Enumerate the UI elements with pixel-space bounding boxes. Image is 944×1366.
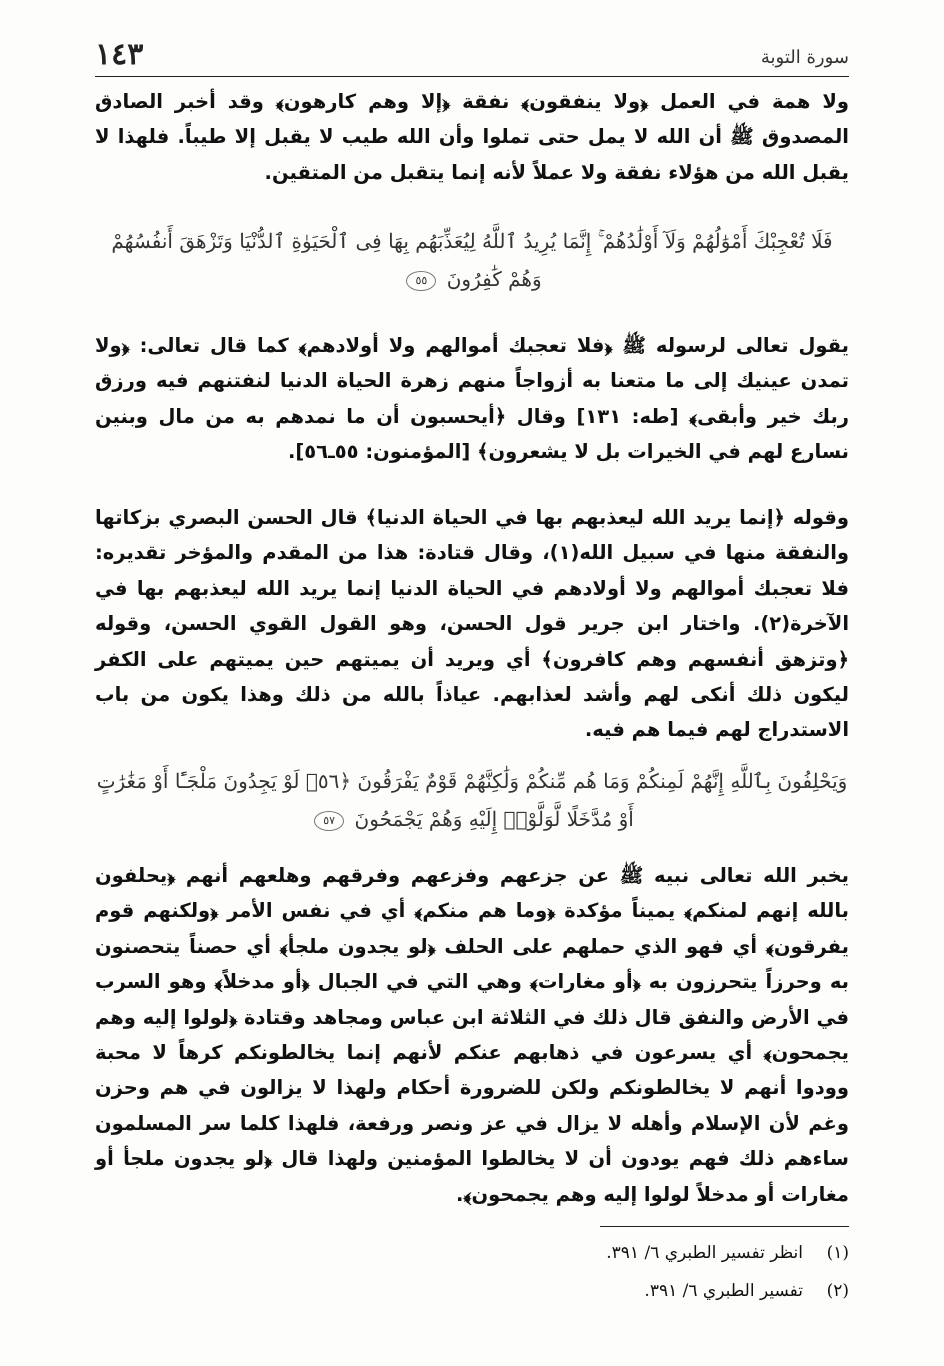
header-divider <box>95 76 849 77</box>
verse-text: فَلَا تُعْجِبْكَ أَمْوَٰلُهُمْ وَلَآ أَوْلَٰدُهُمْ ۚ إِنَّمَا يُرِيدُ ٱللَّهُ لِيُعَذِّبَهُم بِهَا فِى ٱلْحَيَوٰةِ ٱلدُّنْيَا وَتَزْهَقَ أَنفُسُهُمْ وَهُمْ كَٰفِرُونَ <box>111 229 833 291</box>
paragraph-1: ولا همة في العمل ﴿ولا ينفقون﴾ نفقة ﴿إلا وهم كارهون﴾ وقد أخبر الصادق المصدوق ﷺ أن الله لا يمل حتى تملوا وأن الله طيب لا يقبل إلا طيباً. فلهذا لا يقبل الله من هؤلاء نفقة ولا عملاً لأنه إنما يتقبل من المتقين. <box>95 90 849 184</box>
verse-text: وَيَحْلِفُونَ بِٱللَّهِ إِنَّهُمْ لَمِنكُمْ وَمَا هُم مِّنكُمْ وَلَٰكِنَّهُمْ قَوْمٌ يَفْرَقُونَ ﴿٥٦﴾ لَوْ يَجِدُونَ مَلْجَـًٔا أَوْ مَغَٰرَٰتٍ أَوْ مُدَّخَلًا لَّوَلَّوْا۟ إِلَيْهِ وَهُمْ يَجْمَحُونَ <box>96 769 848 831</box>
page-number: ١٤٣ <box>95 37 144 72</box>
quran-verse-2 <box>95 762 849 838</box>
paragraph-3: وقوله ﴿إنما يريد الله ليعذبهم بها في الحياة الدنيا﴾ قال الحسن البصري بزكاتها والنفقة منها في سبيل الله(١)، وقال قتادة: هذا من المقدم والمؤخر تقديره: فلا تعجبك أموالهم ولا أولادهم في الحياة الدنيا إنما يريد الله ليعذبهم بها في الآخرة(٢). واختار ابن جرير قول الحسن، وهو القول القوي الحسن، وقوله ﴿وتزهق أنفسهم وهم كافرون﴾ أي ويريد أن يميتهم حين يميتهم على الكفر ليكون ذلك أنكى لهم وأشد لعذابهم. عياذاً بالله من ذلك وهذا يكون من باب الاستدراج لهم فيما هم فيه. <box>95 506 849 742</box>
footnote-number: (١) <box>826 1243 849 1263</box>
page-header <box>95 34 849 74</box>
paragraph-2: يقول تعالى لرسوله ﷺ ﴿فلا تعجبك أموالهم ولا أولادهم﴾ كما قال تعالى: ﴿ولا تمدن عينيك إلى ما متعنا به أزواجاً منهم زهرة الحياة الدنيا لنفتنهم فيه ورزق ربك خير وأبقى﴾ [طه: ١٣١] وقال ﴿أيحسبون أن ما نمدهم به من مال وبنين نسارع لهم في الخيرات بل لا يشعرون﴾ [المؤمنون: ٥٥ـ٥٦]. <box>95 334 849 464</box>
footnote-text: تفسير الطبري ٦/ ٣٩١. <box>644 1281 803 1301</box>
surah-title: سورة التوبة <box>760 47 849 68</box>
footnote-number: (٢) <box>826 1281 849 1301</box>
verse-number-marker: ٥٥ <box>406 271 436 291</box>
paragraph-4: يخبر الله تعالى نبيه ﷺ عن جزعهم وفزعهم وفرقهم وهلعهم أنهم ﴿يحلفون بالله إنهم لمنكم﴾ يميناً مؤكدة ﴿وما هم منكم﴾ أي في نفس الأمر ﴿ولكنهم قوم يفرقون﴾ أي فهو الذي حملهم على الحلف ﴿لو يجدون ملجأ﴾ أي حصناً يتحصنون به وحرزاً يتحرزون به ﴿أو مغارات﴾ وهي التي في الجبال ﴿أو مدخلاً﴾ وهو السرب في الأرض والنفق قال ذلك في الثلاثة ابن عباس ومجاهد وقتادة ﴿لولوا إليه وهم يجمحون﴾ أي يسرعون في ذهابهم عنكم لأنهم إنما يخالطونكم كرهاً لا محبة وودوا أنهم لا يخالطونكم ولكن للضرورة أحكام ولهذا لا يزالون في هم وحزن وغم لأن الإسلام وأهله لا يزال في عز ونصر ورفعة، فلهذا كلما سر المسلمون ساءهم ذلك فهم يودون أن لا يخالطوا المؤمنين ولهذا قال ﴿لو يجدون ملجأ أو مغارات أو مدخلاً لولوا إليه وهم يجمحون﴾. <box>95 864 849 1206</box>
footnote-2 <box>95 1276 849 1306</box>
footnote-text: انظر تفسير الطبري ٦/ ٣٩١. <box>606 1243 803 1263</box>
footnote-1 <box>95 1238 849 1268</box>
quran-verse-1 <box>95 222 849 298</box>
verse-number-marker: ٥٧ <box>314 811 344 831</box>
footnote-divider <box>600 1226 849 1227</box>
